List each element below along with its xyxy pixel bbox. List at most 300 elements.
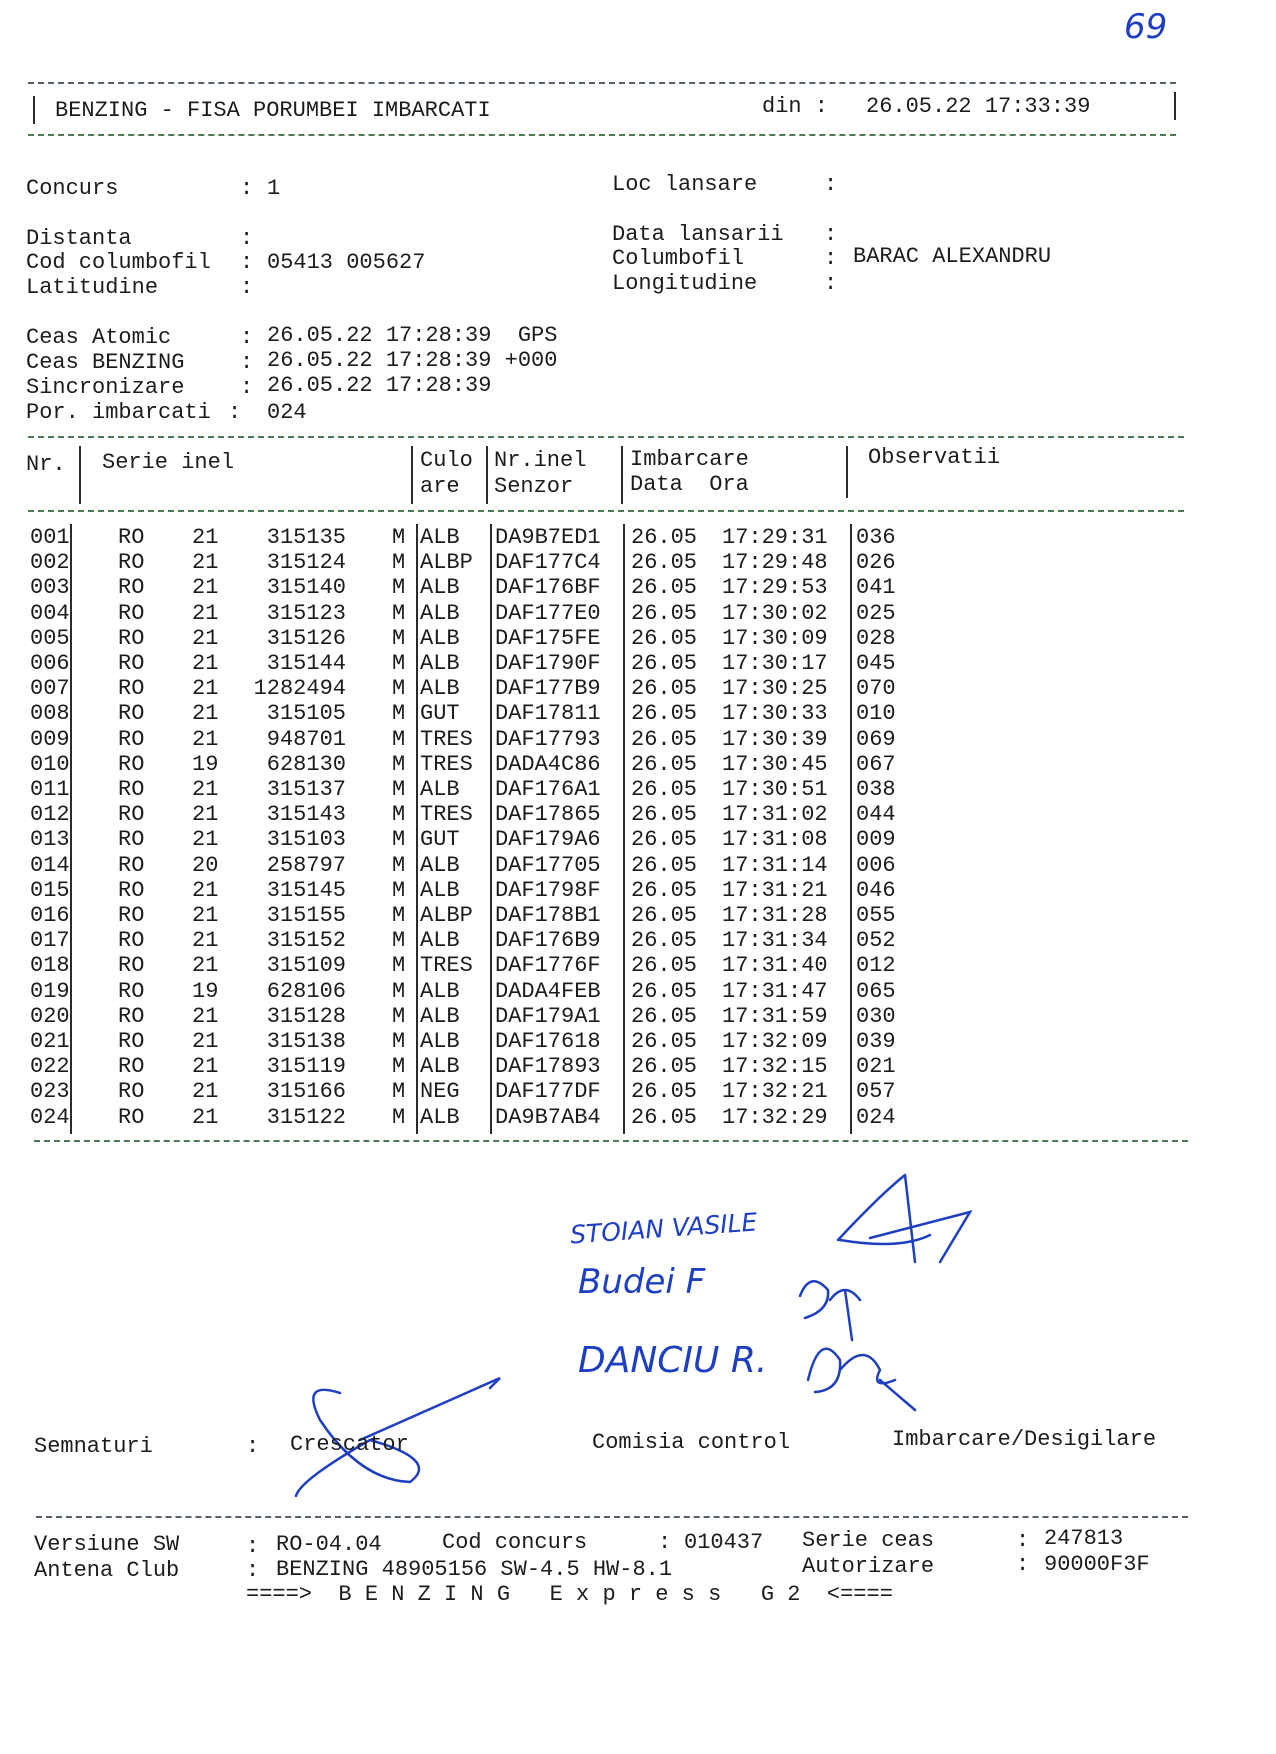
cell-inel: 315152 xyxy=(266,928,346,954)
cell-data: 26.05 xyxy=(631,1003,698,1029)
cell-data: 26.05 xyxy=(631,877,698,903)
ceas-benzing-label: Ceas BENZING xyxy=(26,350,185,375)
cell-an: 21 xyxy=(192,676,219,702)
cell-an: 21 xyxy=(192,1029,219,1054)
table-divider-5 xyxy=(846,446,848,498)
cell-sex: M xyxy=(392,978,406,1004)
cell-ora: 17:31:14 xyxy=(722,852,828,878)
serie-ceas-value: 247813 xyxy=(1044,1526,1124,1551)
cell-tara: RO xyxy=(118,1029,145,1054)
cell-nr: 022 xyxy=(30,1054,70,1080)
cell-culoare: TRES xyxy=(420,953,473,979)
col-header-nrinel-1: Nr.inel xyxy=(494,448,587,473)
cell-nr: 006 xyxy=(30,651,70,676)
cell-inel: 315138 xyxy=(266,1029,346,1054)
cell-data: 26.05 xyxy=(631,625,698,651)
cell-obs: 009 xyxy=(856,827,896,853)
cell-senzor: DAF179A6 xyxy=(495,827,601,853)
cell-tara: RO xyxy=(118,525,145,550)
cell-nr: 002 xyxy=(30,550,70,576)
cell-culoare: TRES xyxy=(420,726,473,752)
cell-inel: 315123 xyxy=(266,600,346,626)
cell-obs: 069 xyxy=(856,726,896,752)
cell-senzor: DADA4FEB xyxy=(495,978,601,1004)
cell-sex: M xyxy=(392,625,406,651)
cell-obs: 070 xyxy=(856,676,896,702)
cell-data: 26.05 xyxy=(631,651,698,676)
cell-data: 26.05 xyxy=(631,600,698,626)
concurs-colon: : xyxy=(240,176,254,201)
body-divider-4 xyxy=(623,524,625,1134)
cell-tara: RO xyxy=(118,928,145,954)
cell-an: 21 xyxy=(192,877,219,903)
cell-nr: 018 xyxy=(30,953,70,979)
cell-tara: RO xyxy=(118,877,145,903)
cell-inel: 315166 xyxy=(266,1079,346,1105)
cell-nr: 008 xyxy=(30,701,70,727)
cell-culoare: GUT xyxy=(420,701,460,727)
cell-inel: 315144 xyxy=(266,651,346,676)
cell-data: 26.05 xyxy=(631,1054,698,1080)
cell-nr: 012 xyxy=(30,802,70,828)
cell-inel: 948701 xyxy=(266,726,346,752)
table-divider-4 xyxy=(621,446,623,504)
body-divider-1 xyxy=(70,524,72,1134)
cell-obs: 057 xyxy=(856,1079,896,1105)
cell-sex: M xyxy=(392,550,406,576)
cell-nr: 015 xyxy=(30,877,70,903)
cell-data: 26.05 xyxy=(631,525,698,550)
signature-imbarcare-label: Imbarcare/Desigilare xyxy=(892,1427,1157,1452)
cell-sex: M xyxy=(392,877,406,903)
cell-ora: 17:31:40 xyxy=(722,953,828,979)
cell-culoare: ALB xyxy=(420,1104,460,1130)
cell-obs: 067 xyxy=(856,751,896,777)
cell-sex: M xyxy=(392,1054,406,1080)
cell-inel: 315126 xyxy=(266,625,346,651)
cell-inel: 628106 xyxy=(266,978,346,1004)
handwritten-name-2: Budei F xyxy=(578,1262,706,1302)
cell-ora: 17:32:09 xyxy=(722,1029,828,1054)
por-imbarcati-value: 024 xyxy=(267,400,307,425)
cell-sex: M xyxy=(392,903,406,928)
cell-tara: RO xyxy=(118,978,145,1004)
col-header-nr: Nr. xyxy=(26,452,66,477)
cell-ora: 17:31:59 xyxy=(722,1003,828,1029)
cell-nr: 014 xyxy=(30,852,70,878)
cell-obs: 038 xyxy=(856,777,896,802)
cell-data: 26.05 xyxy=(631,802,698,828)
body-divider-5 xyxy=(850,524,852,1134)
cell-an: 19 xyxy=(192,751,219,777)
cell-nr: 011 xyxy=(30,777,70,802)
cell-ora: 17:30:17 xyxy=(722,651,828,676)
cell-data: 26.05 xyxy=(631,953,698,979)
cell-ora: 17:30:25 xyxy=(722,676,828,702)
longitudine-label: Longitudine xyxy=(612,271,758,296)
cell-ora: 17:30:39 xyxy=(722,726,828,752)
cell-obs: 025 xyxy=(856,600,896,626)
signatures-colon: : xyxy=(246,1434,260,1459)
cell-tara: RO xyxy=(118,701,145,727)
cell-an: 21 xyxy=(192,701,219,727)
cell-sex: M xyxy=(392,777,406,802)
signatures-label: Semnaturi xyxy=(34,1434,153,1459)
cell-senzor: DAF175FE xyxy=(495,625,601,651)
cell-data: 26.05 xyxy=(631,751,698,777)
cell-obs: 041 xyxy=(856,575,896,601)
ceas-atomic-value: 26.05.22 17:28:39 GPS xyxy=(267,323,558,348)
cell-nr: 020 xyxy=(30,1003,70,1029)
ceas-benzing-colon: : xyxy=(240,350,254,375)
cell-ora: 17:29:53 xyxy=(722,575,828,601)
cell-inel: 315119 xyxy=(266,1054,346,1080)
loc-lansare-label: Loc lansare xyxy=(612,172,758,197)
cell-sex: M xyxy=(392,525,406,550)
cell-an: 21 xyxy=(192,928,219,954)
cell-culoare: ALB xyxy=(420,928,460,954)
cell-nr: 019 xyxy=(30,978,70,1004)
col-header-observatii: Observatii xyxy=(868,445,1001,470)
cell-tara: RO xyxy=(118,903,145,928)
cell-data: 26.05 xyxy=(631,1104,698,1130)
cell-culoare: ALB xyxy=(420,1054,460,1080)
cell-sex: M xyxy=(392,802,406,828)
cell-senzor: DAF176B9 xyxy=(495,928,601,954)
cell-sex: M xyxy=(392,928,406,954)
cell-obs: 021 xyxy=(856,1054,896,1080)
cell-data: 26.05 xyxy=(631,903,698,928)
cell-nr: 016 xyxy=(30,903,70,928)
cell-sex: M xyxy=(392,751,406,777)
cell-senzor: DA9B7AB4 xyxy=(495,1104,601,1130)
cell-ora: 17:30:02 xyxy=(722,600,828,626)
antena-value: BENZING 48905156 SW-4.5 HW-8.1 xyxy=(276,1557,673,1582)
footer-banner: ====> B E N Z I N G E x p r e s s G 2 <==== xyxy=(246,1582,893,1607)
cell-nr: 013 xyxy=(30,827,70,853)
cell-ora: 17:32:15 xyxy=(722,1054,828,1080)
table-top-rule xyxy=(28,436,1184,438)
longitudine-colon: : xyxy=(824,271,838,296)
signature-comisia-label: Comisia control xyxy=(592,1430,791,1455)
cell-inel: 315145 xyxy=(266,877,346,903)
handwritten-name-3: DANCIU R. xyxy=(578,1340,768,1381)
cell-ora: 17:31:34 xyxy=(722,928,828,954)
cell-culoare: ALB xyxy=(420,575,460,601)
cell-ora: 17:32:21 xyxy=(722,1079,828,1105)
cell-tara: RO xyxy=(118,550,145,576)
cell-nr: 004 xyxy=(30,600,70,626)
cell-tara: RO xyxy=(118,600,145,626)
cell-obs: 028 xyxy=(856,625,896,651)
cell-culoare: ALB xyxy=(420,777,460,802)
cell-sex: M xyxy=(392,827,406,853)
cell-culoare: TRES xyxy=(420,802,473,828)
cell-inel: 315122 xyxy=(266,1104,346,1130)
cell-an: 21 xyxy=(192,525,219,550)
cell-culoare: ALB xyxy=(420,1003,460,1029)
table-divider-1 xyxy=(79,446,81,504)
cell-culoare: ALBP xyxy=(420,903,473,928)
cell-tara: RO xyxy=(118,726,145,752)
concurs-label: Concurs xyxy=(26,176,119,201)
cell-sex: M xyxy=(392,575,406,601)
header-left-border xyxy=(33,96,35,124)
cell-tara: RO xyxy=(118,651,145,676)
col-header-nrinel-2: Senzor xyxy=(494,474,574,499)
cell-ora: 17:31:02 xyxy=(722,802,828,828)
cell-senzor: DAF176BF xyxy=(495,575,601,601)
cell-tara: RO xyxy=(118,676,145,702)
cell-data: 26.05 xyxy=(631,852,698,878)
page-number: 69 xyxy=(1124,7,1168,47)
cell-nr: 017 xyxy=(30,928,70,954)
cell-nr: 023 xyxy=(30,1079,70,1105)
sincronizare-label: Sincronizare xyxy=(26,375,185,400)
cell-tara: RO xyxy=(118,1003,145,1029)
cell-an: 21 xyxy=(192,726,219,752)
col-header-imbarcare-1: Imbarcare xyxy=(630,447,749,472)
cell-data: 26.05 xyxy=(631,676,698,702)
cell-an: 19 xyxy=(192,978,219,1004)
table-bottom-rule xyxy=(34,1140,1188,1142)
cell-culoare: ALB xyxy=(420,600,460,626)
cell-tara: RO xyxy=(118,852,145,878)
cell-an: 21 xyxy=(192,953,219,979)
sincronizare-colon: : xyxy=(240,375,254,400)
col-header-culoare-2: are xyxy=(420,474,460,499)
cell-an: 21 xyxy=(192,1003,219,1029)
cell-tara: RO xyxy=(118,1104,145,1130)
cell-obs: 036 xyxy=(856,525,896,550)
cell-obs: 045 xyxy=(856,651,896,676)
header-right-border xyxy=(1174,92,1176,120)
distanta-colon: : xyxy=(240,226,254,251)
cell-ora: 17:29:48 xyxy=(722,550,828,576)
ceas-benzing-value: 26.05.22 17:28:39 +000 xyxy=(267,348,558,373)
cell-senzor: DAF1798F xyxy=(495,877,601,903)
cell-data: 26.05 xyxy=(631,978,698,1004)
cod-concurs-colon: : xyxy=(658,1530,672,1555)
footer-rule xyxy=(36,1516,1188,1518)
cell-data: 26.05 xyxy=(631,575,698,601)
cell-ora: 17:31:08 xyxy=(722,827,828,853)
cell-nr: 010 xyxy=(30,751,70,777)
signature-stroke-3 xyxy=(808,1349,915,1410)
autorizare-label: Autorizare xyxy=(802,1554,935,1579)
cell-sex: M xyxy=(392,676,406,702)
cell-culoare: ALB xyxy=(420,978,460,1004)
concurs-value: 1 xyxy=(267,176,281,201)
antena-label: Antena Club xyxy=(34,1558,180,1583)
cell-senzor: DAF177B9 xyxy=(495,676,601,702)
cell-culoare: ALB xyxy=(420,625,460,651)
cell-culoare: ALB xyxy=(420,676,460,702)
document-title: BENZING - FISA PORUMBEI IMBARCATI xyxy=(55,98,491,123)
cell-an: 21 xyxy=(192,625,219,651)
serie-ceas-label: Serie ceas xyxy=(802,1528,935,1553)
cell-an: 21 xyxy=(192,777,219,802)
signature-crescator-label: Crescator xyxy=(290,1432,409,1457)
cell-sex: M xyxy=(392,1029,406,1054)
cell-sex: M xyxy=(392,651,406,676)
cell-data: 26.05 xyxy=(631,827,698,853)
cell-data: 26.05 xyxy=(631,777,698,802)
cell-inel: 628130 xyxy=(266,751,346,777)
cell-an: 21 xyxy=(192,1079,219,1105)
cell-nr: 003 xyxy=(30,575,70,601)
ceas-atomic-colon: : xyxy=(240,325,254,350)
cell-nr: 007 xyxy=(30,676,70,702)
cell-sex: M xyxy=(392,1104,406,1130)
cell-senzor: DAF17705 xyxy=(495,852,601,878)
versiune-colon: : xyxy=(246,1534,260,1559)
cell-inel: 315143 xyxy=(266,802,346,828)
cell-obs: 039 xyxy=(856,1029,896,1054)
cell-tara: RO xyxy=(118,575,145,601)
cell-nr: 021 xyxy=(30,1029,70,1054)
cell-an: 21 xyxy=(192,802,219,828)
cell-ora: 17:32:29 xyxy=(722,1104,828,1130)
cell-sex: M xyxy=(392,1079,406,1105)
cell-data: 26.05 xyxy=(631,928,698,954)
cell-culoare: GUT xyxy=(420,827,460,853)
cell-an: 21 xyxy=(192,903,219,928)
ceas-atomic-label: Ceas Atomic xyxy=(26,325,172,350)
cell-senzor: DAF17893 xyxy=(495,1054,601,1080)
cod-concurs-value: 010437 xyxy=(684,1530,764,1555)
cell-obs: 024 xyxy=(856,1104,896,1130)
cell-sex: M xyxy=(392,726,406,752)
cell-culoare: ALB xyxy=(420,651,460,676)
cod-columbofil-label: Cod columbofil xyxy=(26,250,211,275)
cell-an: 21 xyxy=(192,550,219,576)
cell-culoare: ALB xyxy=(420,525,460,550)
cell-an: 21 xyxy=(192,651,219,676)
cell-inel: 258797 xyxy=(266,852,346,878)
cell-sex: M xyxy=(392,852,406,878)
cell-data: 26.05 xyxy=(631,701,698,727)
cod-concurs-label: Cod concurs xyxy=(442,1530,588,1555)
cell-inel: 315137 xyxy=(266,777,346,802)
cod-columbofil-colon: : xyxy=(240,250,254,275)
cell-obs: 044 xyxy=(856,802,896,828)
cell-tara: RO xyxy=(118,751,145,777)
header-top-rule xyxy=(28,82,1176,84)
cell-obs: 026 xyxy=(856,550,896,576)
cell-sex: M xyxy=(392,701,406,727)
table-divider-3 xyxy=(486,446,488,504)
table-header-bottom-rule xyxy=(28,510,1184,512)
sincronizare-value: 26.05.22 17:28:39 xyxy=(267,373,492,398)
cell-senzor: DAF176A1 xyxy=(495,777,601,802)
cell-nr: 001 xyxy=(30,525,70,550)
distanta-label: Distanta xyxy=(26,226,132,251)
cell-nr: 024 xyxy=(30,1104,70,1130)
handwritten-name-1: STOIAN VASILE xyxy=(569,1207,759,1250)
cell-sex: M xyxy=(392,1003,406,1029)
data-lansarii-label: Data lansarii xyxy=(612,222,784,247)
cell-ora: 17:30:09 xyxy=(722,625,828,651)
serie-ceas-colon: : xyxy=(1016,1528,1030,1553)
cell-obs: 065 xyxy=(856,978,896,1004)
cell-data: 26.05 xyxy=(631,1079,698,1105)
header-date-value: 26.05.22 17:33:39 xyxy=(866,94,1091,119)
cell-culoare: ALB xyxy=(420,877,460,903)
cell-sex: M xyxy=(392,953,406,979)
cell-senzor: DAF17811 xyxy=(495,701,601,727)
columbofil-label: Columbofil xyxy=(612,246,745,271)
cell-inel: 315128 xyxy=(266,1003,346,1029)
cell-data: 26.05 xyxy=(631,550,698,576)
cell-senzor: DAF179A1 xyxy=(495,1003,601,1029)
cell-inel: 1282494 xyxy=(253,676,346,702)
body-divider-3 xyxy=(490,524,492,1134)
cell-ora: 17:31:28 xyxy=(722,903,828,928)
cell-senzor: DA9B7ED1 xyxy=(495,525,601,550)
cell-inel: 315135 xyxy=(266,525,346,550)
cell-tara: RO xyxy=(118,1079,145,1105)
cell-tara: RO xyxy=(118,1054,145,1080)
data-lansarii-colon: : xyxy=(824,222,838,247)
columbofil-colon: : xyxy=(824,246,838,271)
cell-sex: M xyxy=(392,600,406,626)
cell-tara: RO xyxy=(118,777,145,802)
cell-an: 21 xyxy=(192,600,219,626)
cell-obs: 030 xyxy=(856,1003,896,1029)
signature-stroke-2 xyxy=(800,1281,860,1340)
cell-an: 21 xyxy=(192,575,219,601)
cell-an: 21 xyxy=(192,1054,219,1080)
cell-senzor: DADA4C86 xyxy=(495,751,601,777)
cell-culoare: NEG xyxy=(420,1079,460,1105)
loc-lansare-colon: : xyxy=(824,172,838,197)
cell-tara: RO xyxy=(118,953,145,979)
cell-tara: RO xyxy=(118,802,145,828)
cell-inel: 315109 xyxy=(266,953,346,979)
columbofil-value: BARAC ALEXANDRU xyxy=(853,244,1052,269)
cell-an: 21 xyxy=(192,827,219,853)
cell-senzor: DAF177E0 xyxy=(495,600,601,626)
header-date-label: din : xyxy=(762,94,829,119)
autorizare-colon: : xyxy=(1016,1552,1030,1577)
versiune-label: Versiune SW xyxy=(34,1532,180,1557)
cell-obs: 046 xyxy=(856,877,896,903)
table-divider-2 xyxy=(411,446,413,504)
cod-columbofil-value: 05413 005627 xyxy=(267,250,426,275)
cell-senzor: DAF17618 xyxy=(495,1029,601,1054)
cell-inel: 315155 xyxy=(266,903,346,928)
cell-obs: 055 xyxy=(856,903,896,928)
col-header-culoare-1: Culo xyxy=(420,448,473,473)
cell-data: 26.05 xyxy=(631,1029,698,1054)
cell-an: 21 xyxy=(192,1104,219,1130)
cell-nr: 005 xyxy=(30,625,70,651)
cell-ora: 17:30:51 xyxy=(722,777,828,802)
cell-culoare: TRES xyxy=(420,751,473,777)
cell-inel: 315105 xyxy=(266,701,346,727)
autorizare-value: 90000F3F xyxy=(1044,1552,1150,1577)
cell-senzor: DAF178B1 xyxy=(495,903,601,928)
cell-data: 26.05 xyxy=(631,726,698,752)
cell-inel: 315103 xyxy=(266,827,346,853)
versiune-value: RO-04.04 xyxy=(276,1532,382,1557)
cell-senzor: DAF177C4 xyxy=(495,550,601,576)
cell-senzor: DAF17865 xyxy=(495,802,601,828)
signature-stroke-1 xyxy=(838,1175,970,1262)
cell-obs: 010 xyxy=(856,701,896,727)
cell-senzor: DAF1790F xyxy=(495,651,601,676)
